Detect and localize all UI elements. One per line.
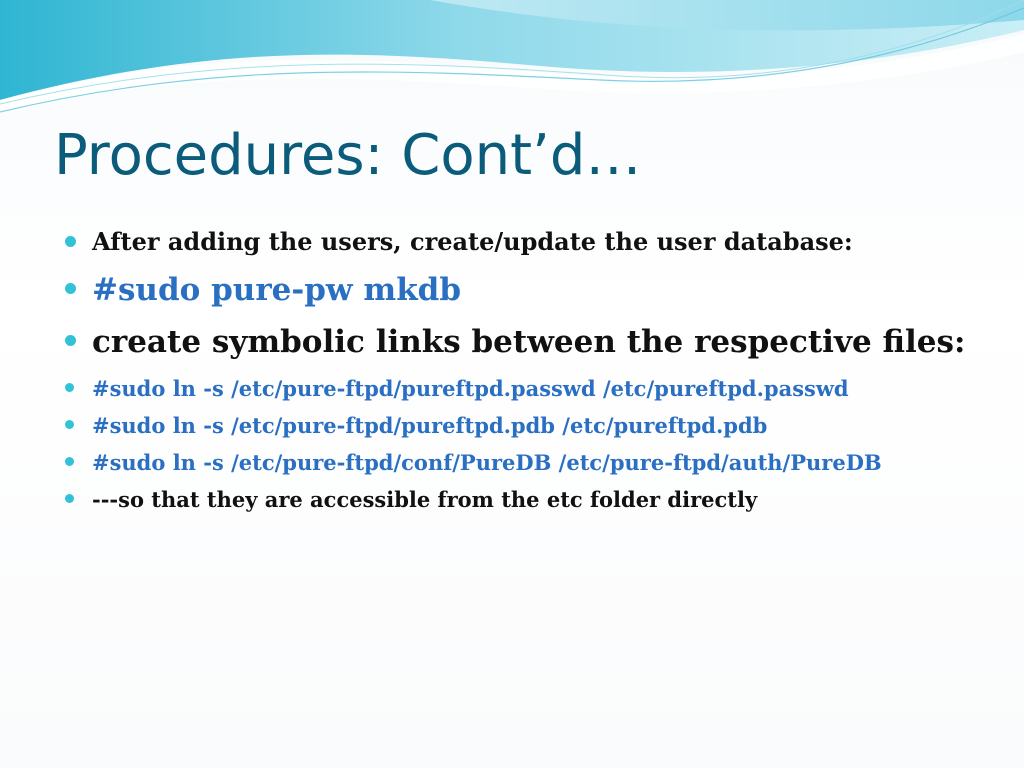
bullet-text: #sudo ln -s /etc/pure-ftpd/pureftpd.pdb /etc/pureftpd.pdb bbox=[92, 413, 768, 438]
list-item bbox=[62, 370, 1002, 407]
bullet-dot-icon bbox=[65, 420, 74, 429]
bullet-dot-icon bbox=[65, 383, 74, 392]
bullet-dot-icon bbox=[65, 335, 76, 346]
list-item bbox=[62, 481, 1002, 518]
bullet-dot-icon bbox=[65, 494, 74, 503]
header-wave-decoration bbox=[0, 0, 1024, 120]
bullet-text: ---so that they are accessible from the etc folder directly bbox=[92, 487, 758, 512]
list-item bbox=[62, 407, 1002, 444]
list-item bbox=[62, 264, 1002, 316]
bullet-dot-icon bbox=[65, 236, 76, 247]
bullet-dot-icon bbox=[65, 457, 74, 466]
bullet-dot-icon bbox=[65, 283, 76, 294]
bullet-text: #sudo ln -s /etc/pure-ftpd/conf/PureDB /etc/pure-ftpd/auth/PureDB bbox=[92, 450, 882, 475]
list-item bbox=[62, 222, 1002, 262]
slide-title: Procedures: Cont’d… bbox=[54, 123, 642, 188]
bullet-text: #sudo ln -s /etc/pure-ftpd/pureftpd.passwd /etc/pureftpd.passwd bbox=[92, 376, 849, 401]
bullet-text: #sudo pure-pw mkdb bbox=[92, 272, 462, 308]
bullet-list bbox=[62, 222, 1002, 518]
bullet-text: After adding the users, create/update the user database: bbox=[92, 227, 853, 256]
list-item bbox=[62, 316, 1002, 368]
list-item bbox=[62, 444, 1002, 481]
bullet-text: create symbolic links between the respective files: bbox=[92, 324, 966, 360]
